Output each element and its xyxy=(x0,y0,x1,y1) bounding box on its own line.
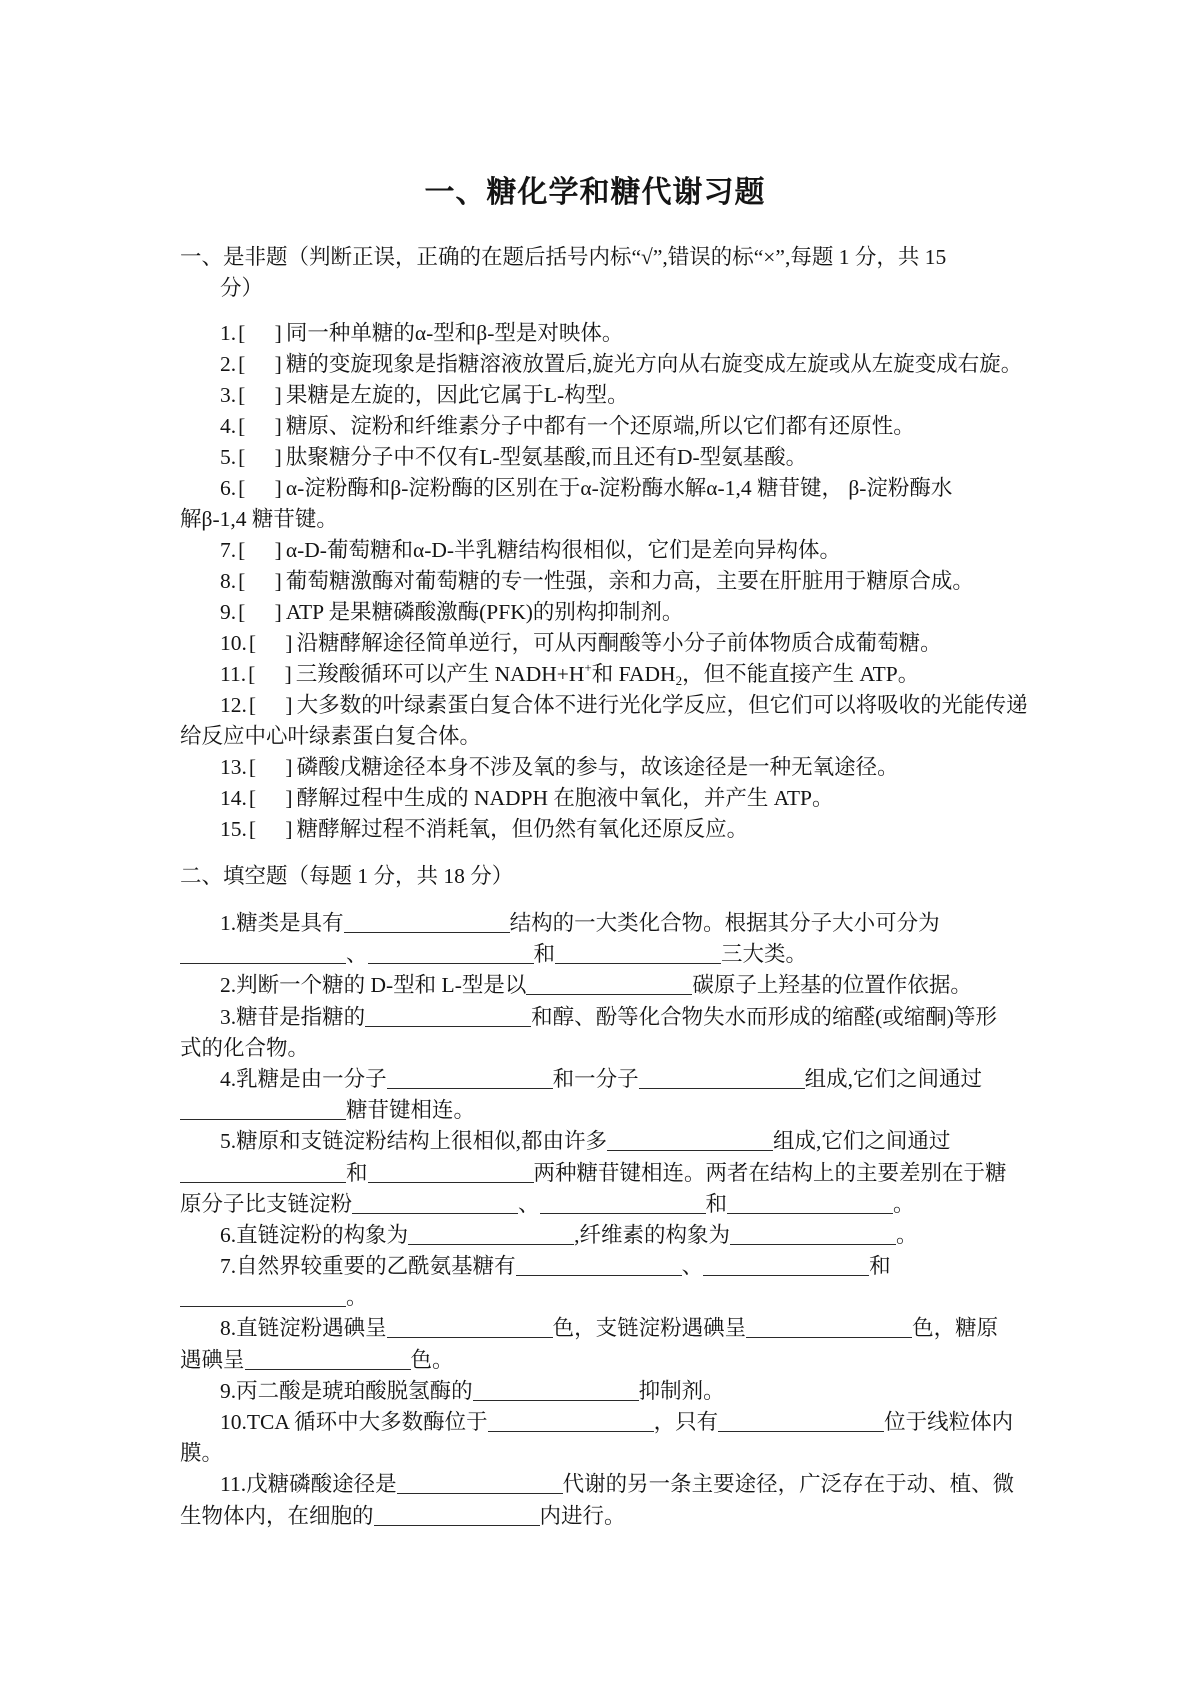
fill-item-1-continuation xyxy=(180,939,1020,970)
answer-blank xyxy=(180,1099,346,1120)
item-number: 13. xyxy=(220,755,247,779)
answer-blank xyxy=(368,1162,534,1183)
tf-item-5 xyxy=(180,442,1020,473)
superscript-plus: + xyxy=(584,660,592,675)
item-text: 沿糖酵解途径简单逆行，可从丙酮酸等小分子前体物质合成葡萄糖。 xyxy=(296,631,942,655)
item-text: 给反应中心叶绿素蛋白复合体。 xyxy=(180,724,482,748)
item-text: 糖原、淀粉和纤维素分子中都有一个还原端,所以它们都有还原性。 xyxy=(285,414,915,438)
answer-bracket: [ ] xyxy=(248,631,293,655)
true-false-list xyxy=(180,318,1028,845)
item-text: 和 xyxy=(346,1160,368,1185)
answer-blank xyxy=(727,1193,893,1214)
tf-item-13 xyxy=(180,752,1020,783)
fill-item-6 xyxy=(180,1220,1020,1251)
tf-item-15 xyxy=(180,814,1020,845)
tf-item-3 xyxy=(180,380,1020,411)
item-number: 2. xyxy=(220,352,237,376)
item-text: 5.糖原和支链淀粉结构上很相似,都由许多 xyxy=(220,1129,608,1154)
answer-blank xyxy=(703,1255,869,1276)
tf-item-7 xyxy=(180,535,1020,566)
item-text: 、 xyxy=(681,1254,704,1279)
tf-item-6 xyxy=(180,473,1020,504)
item-text: 11.戊糖磷酸途径是 xyxy=(220,1472,397,1497)
item-text: 4.乳糖是由一分子 xyxy=(220,1066,387,1091)
item-text: 两种糖苷键相连。两者在结构上的主要差别在于糖 xyxy=(533,1160,1007,1185)
answer-bracket: [ ] xyxy=(238,600,282,624)
item-text: 。 xyxy=(346,1285,368,1310)
item-text: 葡萄糖激酶对葡萄糖的专一性强，亲和力高，主要在肝脏用于糖原合成。 xyxy=(285,569,974,593)
fill-item-8 xyxy=(180,1313,1020,1344)
item-text: 酵解过程中生成的 NADPH 在胞液中氧化，并产生 ATP。 xyxy=(296,786,834,810)
item-text: 色，支链淀粉遇碘呈 xyxy=(552,1316,747,1341)
tf-item-1 xyxy=(180,318,1020,349)
tf-item-4 xyxy=(180,411,1020,442)
answer-blank xyxy=(374,1505,540,1526)
fill-item-3-continuation xyxy=(180,1033,1020,1064)
answer-blank xyxy=(473,1380,639,1401)
answer-blank xyxy=(397,1473,563,1494)
heading-text: 二、填空题（每题 1 分，共 18 分） xyxy=(180,864,514,888)
item-text: 碳原子上羟基的位置作依据。 xyxy=(692,973,972,998)
tf-item-6-continuation xyxy=(180,504,1020,535)
item-text: 原分子比支链淀粉 xyxy=(180,1191,353,1216)
fill-item-10-continuation xyxy=(180,1438,1020,1469)
section-heading-true-false xyxy=(180,242,1020,273)
item-number: 6. xyxy=(220,476,237,500)
item-text: 抑制剂。 xyxy=(638,1378,725,1403)
answer-blank xyxy=(180,1286,346,1307)
item-number: 15. xyxy=(220,817,247,841)
item-text: 三大类。 xyxy=(721,942,808,967)
answer-blank xyxy=(639,1068,805,1089)
item-text: 10.TCA 循环中大多数酶位于 xyxy=(220,1410,488,1434)
fill-item-7-continuation xyxy=(180,1282,1020,1313)
item-text: 色，糖原 xyxy=(912,1316,999,1341)
answer-blank xyxy=(245,1349,411,1370)
answer-blank xyxy=(180,1162,346,1183)
item-text: 糖苷键相连。 xyxy=(346,1098,476,1123)
item-number: 9. xyxy=(220,600,237,624)
answer-bracket: [ ] xyxy=(238,321,282,345)
item-text: 2.判断一个糖的 D-型和 L-型是以 xyxy=(220,973,527,998)
item-text: 糖的变旋现象是指糖溶液放置后,旋光方向从右旋变成左旋或从左旋变成右旋。 xyxy=(285,352,1023,376)
item-text: 同一种单糖的α-型和β-型是对映体。 xyxy=(285,321,624,345)
answer-bracket: [ ] xyxy=(248,786,293,810)
document-body xyxy=(180,242,1028,1532)
tf-item-2 xyxy=(180,349,1023,380)
answer-blank xyxy=(730,1224,896,1245)
item-number: 11. xyxy=(220,662,247,686)
item-text: 组成,它们之间通过 xyxy=(804,1066,983,1091)
item-number: 5. xyxy=(220,445,237,469)
fill-item-3 xyxy=(180,1002,1020,1033)
answer-blank xyxy=(516,1255,682,1276)
fill-item-5-continuation xyxy=(180,1158,1020,1189)
tf-item-8 xyxy=(180,566,1020,597)
item-text: 6.直链淀粉的构象为 xyxy=(220,1222,409,1247)
item-text: 和 FADH xyxy=(591,662,676,686)
item-text: 组成,它们之间通过 xyxy=(773,1129,951,1154)
item-text: 式的化合物。 xyxy=(180,1035,310,1060)
item-number: 4. xyxy=(220,414,237,438)
fill-item-2 xyxy=(180,970,1020,1001)
item-text: ,纤维素的构象为 xyxy=(574,1222,731,1247)
item-text: α-淀粉酶和β-淀粉酶的区别在于α-淀粉酶水解α-1,4 糖苷键， β-淀粉酶水 xyxy=(285,476,953,500)
answer-bracket: [ ] xyxy=(238,569,282,593)
subscript-two: 2 xyxy=(675,673,683,688)
item-text: 遇碘呈 xyxy=(180,1347,245,1372)
item-text: 8.直链淀粉遇碘呈 xyxy=(220,1316,387,1341)
fill-item-8-continuation xyxy=(180,1345,1020,1376)
fill-in-list xyxy=(180,908,1020,1532)
fill-item-11-continuation xyxy=(180,1501,1020,1532)
answer-blank xyxy=(607,1130,773,1151)
answer-blank xyxy=(555,943,721,964)
answer-blank xyxy=(368,943,534,964)
answer-blank xyxy=(540,1193,706,1214)
item-text: 、 xyxy=(518,1191,540,1216)
item-text: 和醇、酚等化合物失水而形成的缩醛(或缩酮)等形 xyxy=(531,1004,997,1029)
item-text: 生物体内，在细胞的 xyxy=(180,1503,374,1528)
answer-blank xyxy=(526,974,692,995)
answer-bracket: [ ] xyxy=(238,414,282,438)
fill-item-7 xyxy=(180,1251,1020,1282)
item-text: 和 xyxy=(533,942,556,967)
item-number: 10. xyxy=(220,631,247,655)
item-text: 7.自然界较重要的乙酰氨基糖有 xyxy=(220,1254,516,1279)
item-text: 内进行。 xyxy=(539,1503,626,1528)
answer-blank xyxy=(488,1411,654,1432)
answer-blank xyxy=(387,1317,553,1338)
item-text: 位于线粒体内 xyxy=(884,1410,1014,1434)
item-text: 、 xyxy=(346,942,368,967)
fill-item-11 xyxy=(180,1469,1020,1500)
item-text: ，只有 xyxy=(653,1410,719,1434)
answer-blank xyxy=(352,1193,518,1214)
tf-item-9 xyxy=(180,597,1020,628)
fill-item-9 xyxy=(180,1376,1020,1407)
item-number: 14. xyxy=(220,786,247,810)
item-text: ATP 是果糖磷酸激酶(PFK)的别构抑制剂。 xyxy=(285,600,684,624)
item-text: 9.丙二酸是琥珀酸脱氢酶的 xyxy=(220,1378,473,1403)
fill-item-5-continuation xyxy=(180,1189,1020,1220)
item-text: 糖酵解过程不消耗氧，但仍然有氧化还原反应。 xyxy=(296,817,749,841)
answer-bracket: [ ] xyxy=(248,817,293,841)
item-text: 1.糖类是具有 xyxy=(220,911,344,935)
tf-item-14 xyxy=(180,783,1020,814)
tf-item-12-continuation xyxy=(180,721,1020,752)
item-number: 1. xyxy=(220,321,237,345)
answer-bracket: [ ] xyxy=(238,476,282,500)
heading-text: 分） xyxy=(220,276,264,300)
item-text: 和 xyxy=(705,1191,728,1216)
item-text: 和一分子 xyxy=(552,1066,639,1091)
answer-bracket: [ ] xyxy=(238,538,282,562)
section-heading-fill-in xyxy=(180,861,1020,892)
item-text: 3.糖苷是指糖的 xyxy=(220,1004,366,1029)
answer-blank xyxy=(408,1224,574,1245)
item-text: 。 xyxy=(893,1191,915,1216)
fill-item-1 xyxy=(180,908,1020,939)
heading-text: 一、是非题（判断正误，正确的在题后括号内标“√”,错误的标“×”,每题 1 分，共 15 xyxy=(180,245,947,269)
answer-blank xyxy=(718,1411,884,1432)
answer-bracket: [ ] xyxy=(248,662,292,686)
item-number: 8. xyxy=(220,569,237,593)
fill-item-10 xyxy=(180,1407,1020,1438)
page-title: 一、糖化学和糖代谢习题 xyxy=(424,176,766,209)
tf-item-11 xyxy=(180,659,1020,690)
answer-blank xyxy=(365,1006,531,1027)
item-text: α-D-葡萄糖和α-D-半乳糖结构很相似，它们是差向异构体。 xyxy=(285,538,842,562)
item-number: 3. xyxy=(220,383,237,407)
item-text: 大多数的叶绿素蛋白复合体不进行光化学反应，但它们可以将吸收的光能传递 xyxy=(296,693,1028,717)
answer-blank xyxy=(746,1317,912,1338)
section-heading-continuation xyxy=(180,273,1020,304)
fill-item-4-continuation xyxy=(180,1095,1020,1126)
item-text: 三羧酸循环可以产生 NADH+H xyxy=(295,662,585,686)
tf-item-10 xyxy=(180,628,1020,659)
item-text: 和 xyxy=(869,1254,891,1279)
item-text: ，但不能直接产生 ATP。 xyxy=(682,662,920,686)
item-text: 色。 xyxy=(410,1347,454,1372)
answer-blank xyxy=(180,943,346,964)
answer-bracket: [ ] xyxy=(238,352,282,376)
answer-bracket: [ ] xyxy=(248,755,293,779)
item-text: 代谢的另一条主要途径，广泛存在于动、植、微 xyxy=(562,1472,1015,1497)
item-text: 肽聚糖分子中不仅有L-型氨基酸,而且还有D-型氨基酸。 xyxy=(285,445,808,469)
fill-item-4 xyxy=(180,1064,1020,1095)
item-text: 结构的一大类化合物。根据其分子大小可分为 xyxy=(509,911,940,935)
answer-bracket: [ ] xyxy=(238,445,282,469)
answer-bracket: [ ] xyxy=(248,693,293,717)
answer-blank xyxy=(387,1068,553,1089)
item-text: 。 xyxy=(896,1222,918,1247)
item-number: 7. xyxy=(220,538,237,562)
item-text: 解β-1,4 糖苷键。 xyxy=(180,507,338,531)
fill-item-5 xyxy=(180,1126,1020,1157)
item-number: 12. xyxy=(220,693,247,717)
item-text: 磷酸戊糖途径本身不涉及氧的参与，故该途径是一种无氧途径。 xyxy=(296,755,899,779)
item-text: 果糖是左旋的，因此它属于L-构型。 xyxy=(285,383,629,407)
item-text: 膜。 xyxy=(180,1441,224,1466)
answer-bracket: [ ] xyxy=(238,383,282,407)
answer-blank xyxy=(344,912,510,933)
tf-item-12 xyxy=(180,690,1028,721)
